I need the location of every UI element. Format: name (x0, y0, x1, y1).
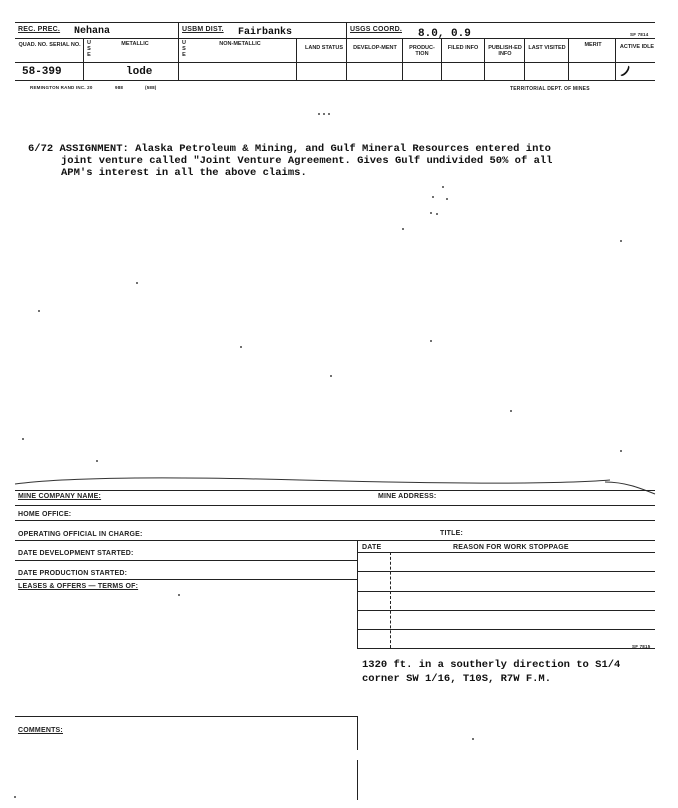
col-production: PRODUC-TION (409, 45, 435, 57)
torn-card-edge (0, 470, 678, 500)
date-development-started-label: DATE DEVELOPMENT STARTED: (18, 550, 134, 557)
col-serial-no: SERIAL NO. (49, 42, 81, 48)
footer-territorial-dept: TERRITORIAL DEPT. OF MINES (510, 86, 590, 92)
col-last-visited: LAST VISITED (528, 45, 566, 51)
operating-official-label: OPERATING OFFICIAL IN CHARGE: (18, 531, 143, 538)
usbm-dist-label: USBM DIST. (182, 26, 224, 33)
col-use-2: U S E (182, 40, 186, 58)
col-merit: MERIT (584, 42, 602, 48)
record-active-mark: ) (618, 63, 634, 80)
note-line-3: APM's interest in all the above claims. (61, 167, 307, 179)
footer-printer: REMINGTON RAND INC. 20 (30, 85, 93, 90)
record-metallic: lode (126, 66, 153, 78)
usbm-dist-value: Fairbanks (238, 27, 293, 38)
rec-prec-value: Nehana (74, 26, 111, 37)
location-line-2: corner SW 1/16, T10S, R7W F.M. (362, 673, 552, 685)
col-published-info: PUBLISH-ED INFO (488, 45, 522, 57)
mine-company-name-label: MINE COMPANY NAME: (18, 493, 102, 500)
col-quad-no: QUAD. NO. (18, 42, 48, 48)
col-use: U S E (87, 40, 91, 58)
col-active-idle: ACTIVE IDLE (619, 44, 655, 50)
reason-column-label: REASON FOR WORK STOPPAGE (453, 544, 569, 551)
form-number: SF 7814 (630, 32, 649, 37)
location-line-1: 1320 ft. in a southerly direction to S1/4 (362, 659, 621, 671)
leases-offers-label: LEASES & OFFERS — TERMS OF: (18, 583, 139, 590)
footer-code-1: 988 (115, 85, 124, 90)
comments-label: COMMENTS: (18, 727, 63, 734)
footer-code-2: (588) (145, 85, 157, 90)
lower-form-number: SF 7815 (632, 644, 651, 649)
col-land-status: LAND STATUS (305, 45, 343, 51)
usgs-coord-value: 8.0, 0.9 (418, 28, 471, 40)
title-label: TITLE: (440, 530, 463, 537)
date-production-started-label: DATE PRODUCTION STARTED: (18, 570, 128, 577)
col-filed-info: FILED INFO (447, 45, 479, 51)
rec-prec-label: REC. PREC. (18, 26, 61, 33)
mine-address-label: MINE ADDRESS: (378, 493, 437, 500)
col-non-metallic: NON-METALLIC (219, 41, 261, 47)
col-development: DEVELOP-MENT (353, 45, 397, 51)
col-metallic: METALLIC (121, 41, 149, 47)
date-column-label: DATE (362, 544, 382, 551)
note-line-1: 6/72 ASSIGNMENT: Alaska Petroleum & Mining, and Gulf Mineral Resources entered into (28, 143, 551, 155)
note-line-2: joint venture called "Joint Venture Agreement. Gives Gulf undivided 50% of all (61, 155, 553, 167)
usgs-coord-label: USGS COORD. (350, 26, 402, 33)
record-quad-serial: 58-399 (22, 66, 62, 78)
home-office-label: HOME OFFICE: (18, 511, 72, 518)
